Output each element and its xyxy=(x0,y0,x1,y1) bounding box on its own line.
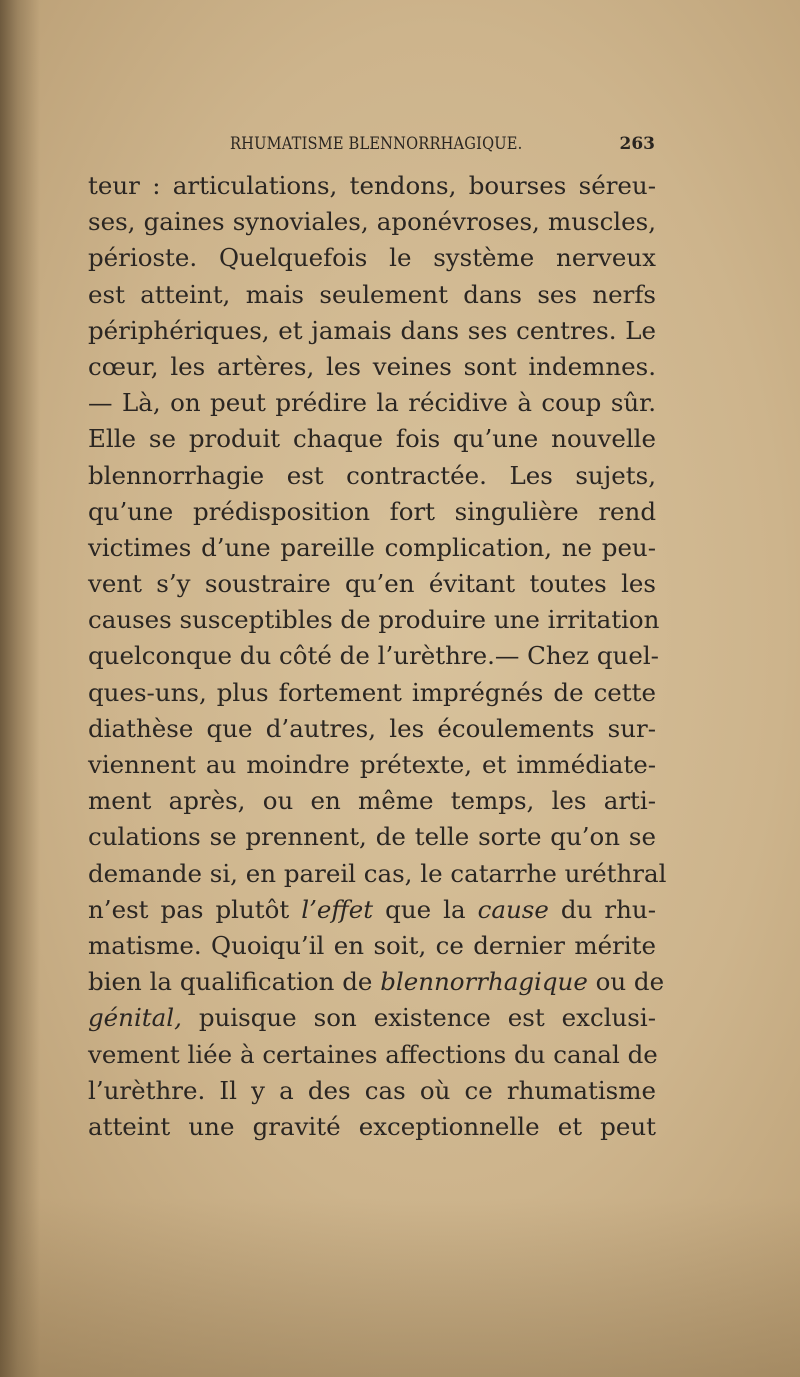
text-segment: Elle se produit chaque fois qu’une nouvelle xyxy=(88,424,656,454)
text-line xyxy=(88,421,656,457)
text-line xyxy=(88,566,656,602)
page-gutter-shadow xyxy=(0,0,40,1377)
text-line xyxy=(88,277,656,313)
page-stain xyxy=(0,1197,800,1377)
text-line xyxy=(88,1109,656,1145)
text-segment: causes susceptibles de produire une irritation xyxy=(88,605,660,635)
text-segment: quelconque du côté de l’urèthre.— Chez quel- xyxy=(88,641,659,671)
page-number: 263 xyxy=(619,134,655,154)
text-segment: ment après, ou en même temps, les arti- xyxy=(88,786,656,816)
text-segment: ou de xyxy=(587,967,665,997)
text-segment: demande si, en pareil cas, le catarrhe uréthral xyxy=(88,858,667,888)
text-segment: du rhu- xyxy=(548,894,656,924)
text-segment: teur : articulations, tendons, bourses séreu- xyxy=(88,171,656,200)
text-segment: ses, gaines synoviales, aponévroses, muscles, xyxy=(88,207,656,237)
italic-text: blennorrhagique xyxy=(380,967,588,997)
text-line xyxy=(88,240,656,276)
text-line xyxy=(88,1000,656,1036)
text-segment: périphériques, et jamais dans ses centres. Le xyxy=(88,315,656,345)
text-segment: atteint une gravité exceptionnelle et peut xyxy=(88,1111,656,1141)
text-segment: ques-uns, plus fortement imprégnés de cette xyxy=(88,677,656,707)
text-segment: est atteint, mais seulement dans ses nerfs xyxy=(88,279,656,309)
text-line xyxy=(88,602,660,638)
text-segment: viennent au moindre prétexte, et immédiate- xyxy=(88,750,656,779)
text-segment: victimes d’une pareille complication, ne peu- xyxy=(88,532,656,562)
text-line xyxy=(88,530,656,566)
text-line xyxy=(88,964,665,1000)
text-line xyxy=(88,747,656,783)
text-line xyxy=(88,783,656,819)
text-segment: — Là, on peut prédire la récidive à coup sûr. xyxy=(88,388,656,418)
text-segment: vement liée à certaines affections du canal de xyxy=(88,1039,658,1069)
text-segment: culations se prennent, de telle sorte qu’on se xyxy=(88,822,656,852)
text-segment: l’urèthre. Il y a des cas où ce rhumatisme xyxy=(88,1075,656,1105)
text-segment: que la xyxy=(373,894,478,924)
text-segment: qu’une prédisposition fort singulière rend xyxy=(88,496,656,526)
text-segment: bien la qualification de xyxy=(88,967,381,997)
text-line xyxy=(88,928,656,964)
italic-text: cause xyxy=(477,894,549,924)
text-line xyxy=(88,1073,656,1109)
body-text xyxy=(88,168,667,1145)
text-line xyxy=(88,1037,656,1073)
text-line xyxy=(88,204,656,240)
text-segment: matisme. Quoiqu’il en soit, ce dernier mérite xyxy=(88,930,656,960)
text-line xyxy=(88,638,659,674)
text-line xyxy=(88,458,656,494)
text-segment: blennorrhagie est contractée. Les sujets, xyxy=(88,460,656,490)
running-title: RHUMATISME BLENNORRHAGIQUE. xyxy=(230,134,523,154)
text-line xyxy=(88,856,667,892)
text-line xyxy=(88,168,656,204)
text-segment: n’est pas plutôt xyxy=(88,894,302,924)
text-segment: diathèse que d’autres, les écoulements sur- xyxy=(88,713,656,743)
text-line xyxy=(88,892,656,928)
text-segment: puisque son existence est exclusi- xyxy=(181,1003,656,1033)
text-line xyxy=(88,711,656,747)
italic-text: l’effet xyxy=(301,894,374,924)
text-segment: périoste. Quelquefois le système nerveux xyxy=(88,243,656,273)
text-line xyxy=(88,313,656,349)
page-header xyxy=(230,134,655,164)
text-line xyxy=(88,385,656,421)
italic-text: génital, xyxy=(88,1003,182,1033)
text-line xyxy=(88,819,656,855)
text-line xyxy=(88,494,656,530)
text-line xyxy=(88,675,656,711)
text-segment: cœur, les artères, les veines sont indemnes. xyxy=(88,351,656,381)
text-line xyxy=(88,349,656,385)
text-segment: vent s’y soustraire qu’en évitant toutes les xyxy=(88,569,656,599)
